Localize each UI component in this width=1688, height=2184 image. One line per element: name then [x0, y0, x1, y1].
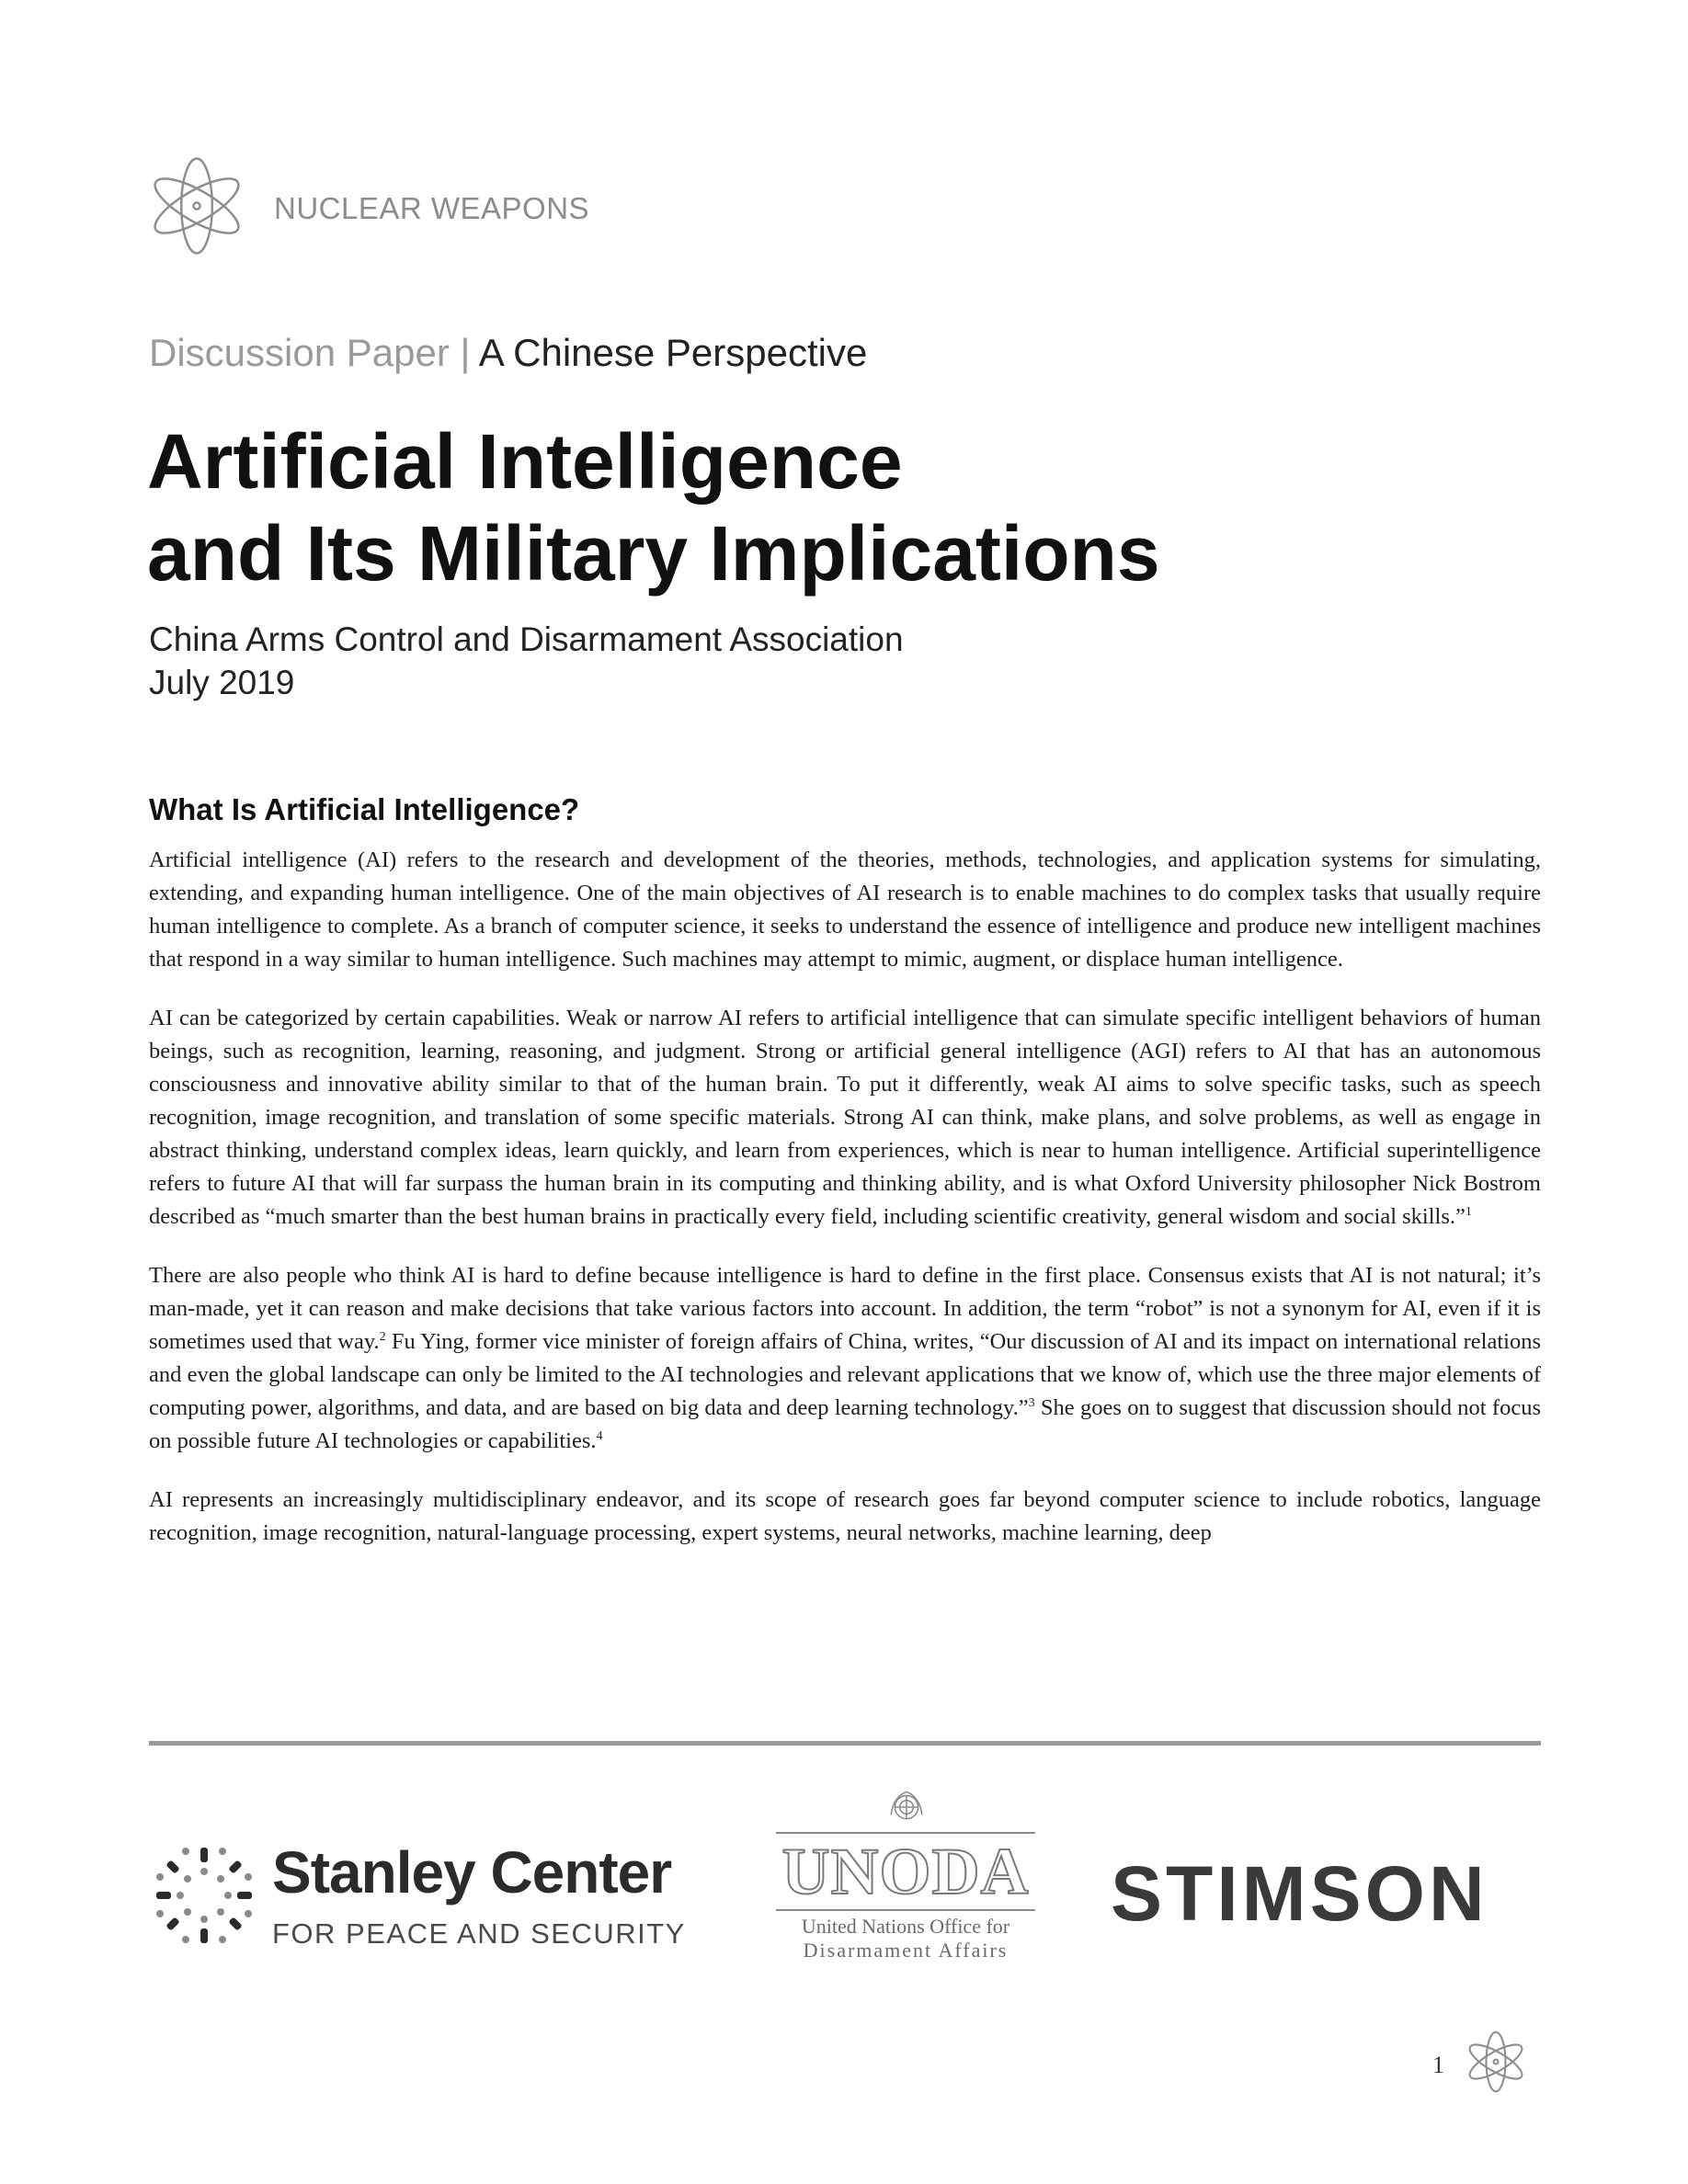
paragraph-2-text: AI can be categorized by certain capabilities. Weak or narrow AI refers to artificial intelligence that can simulate specific intelligent behaviors of human beings, such as recognition, learning, reasoning, and judgment. Strong or artificial general intelligence (AGI) refers to AI that has an autonomous consciousness and innovative ability similar to that of the human brain. To put it differently, weak AI aims to solve specific tasks, such as speech recognition, image recognition, and translation of some specific materials. Strong AI can think, make plans, and solve problems, as well as engage in abstract thinking, understand complex ideas, learn quickly, and learn from experiences, which is near to human intelligence. Artificial superintelligence refers to future AI that will far surpass the human brain in its computing and thinking ability, and is what Oxford University philosopher Nick Bostrom described as “much smarter than the best human brains in practically every field, including scientific creativity, general wisdom and social skills.” — [149, 1006, 1541, 1229]
paragraph-3-text-b: Fu Ying, former vice minister of foreign affairs of China, writes, “Our discussion of AI and its impact on international relations and even the global landscape can only be limited to the AI technologies and relevant applications that we know of, which use the three major elements of computing power, algorithms, and data, and are based on big data and deep learning technology.” — [149, 1329, 1541, 1420]
atom-icon — [1464, 2030, 1528, 2094]
footnote-ref-3: 3 — [1028, 1395, 1035, 1410]
title-line-1: Artificial Intelligence — [147, 418, 903, 505]
author-organization: China Arms Control and Disarmament Association — [149, 620, 904, 658]
document-title — [147, 415, 1160, 599]
footnote-ref-4: 4 — [596, 1428, 603, 1443]
section-heading: What Is Artificial Intelligence? — [149, 792, 580, 826]
paragraph-1: Artificial intelligence (AI) refers to the research and development of the theories, methods, technologies, and application systems for simulating, extending, and expanding human intelligence. One of the main objectives of AI research is to enable machines to do complex tasks that usually require human intelligence to complete. As a branch of computer science, it seeks to understand the essence of intelligence and produce new intelligent machines that respond in a way similar to human intelligence. Such machines may attempt to mimic, augment, or displace human intelligence. — [149, 847, 1541, 972]
unoda-logo — [772, 1788, 1039, 1962]
unoda-subtitle-2: Disarmament Affairs — [803, 1939, 1009, 1962]
page-number: 1 — [1432, 2052, 1444, 2078]
document-kind-line — [149, 331, 867, 375]
stanley-center-name: Stanley Center — [272, 1839, 672, 1905]
footnote-ref-2: 2 — [379, 1329, 386, 1344]
category-label: NUCLEAR WEAPONS — [274, 191, 590, 225]
paragraph-4: AI represents an increasingly multidisciplinary endeavor, and its scope of research goes far beyond computer science to include robotics, language recognition, image recognition, natural-language processing, expert systems, neural networks, machine learning, deep — [149, 1487, 1541, 1545]
stimson-wordmark: STIMSON — [1111, 1850, 1488, 1937]
footer-divider — [149, 1741, 1541, 1746]
title-line-2: and Its Military Implications — [147, 510, 1160, 597]
body-text — [149, 844, 1541, 1575]
unoda-wordmark: UNODA — [781, 1835, 1030, 1908]
footnote-ref-1: 1 — [1465, 1204, 1472, 1219]
document-kind: Discussion Paper — [149, 331, 450, 374]
unoda-bottom-rule — [776, 1909, 1035, 1911]
paragraph-3 — [149, 1259, 1541, 1458]
atom-icon — [145, 154, 248, 257]
stanley-center-tagline: FOR PEACE AND SECURITY — [272, 1917, 686, 1950]
unoda-subtitle-1: United Nations Office for — [801, 1915, 1010, 1938]
paragraph-3-text-a: There are also people who think AI is hard to define because intelligence is hard to define in the first place. Consensus exists that AI is not natural; it’s man-made, yet it can reason and make decisions that take various factors into account. In addition, the term “robot” is not a synonym for AI, even if it is sometimes used that way. — [149, 1263, 1541, 1354]
kind-separator: | — [460, 331, 471, 374]
document-perspective: A Chinese Perspective — [478, 331, 868, 374]
paragraph-2 — [149, 1002, 1541, 1234]
un-emblem-icon — [887, 1788, 926, 1826]
paragraph-3-text-c: She goes on to suggest that discussion should not focus on possible future AI technologies or capabilities. — [149, 1395, 1541, 1453]
stanley-center-logo-icon — [149, 1840, 259, 1951]
stimson-logo — [1111, 1849, 1543, 1938]
publication-date: July 2019 — [149, 664, 295, 701]
